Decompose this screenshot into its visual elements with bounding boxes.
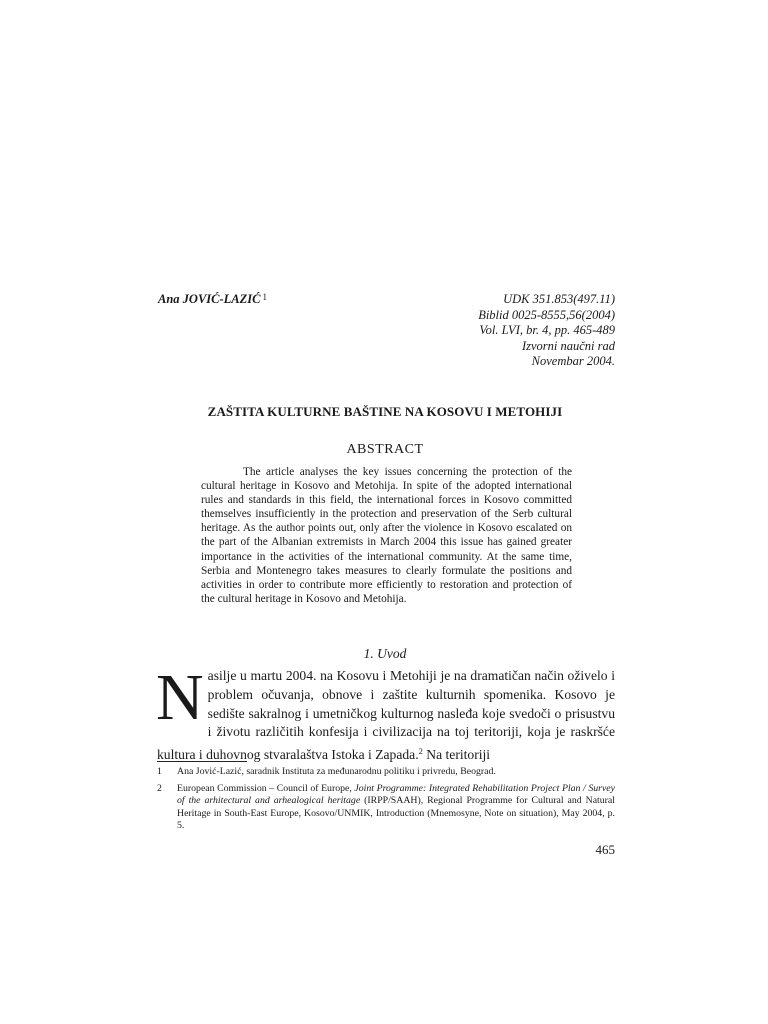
section-heading: 1. Uvod	[363, 646, 407, 661]
footnote-text	[177, 783, 615, 832]
article-type: Izvorni naučni rad	[521, 338, 615, 353]
author-name	[158, 292, 267, 307]
footnote-text-part: European Commission – Council of Europe,	[177, 783, 355, 795]
footnote-number: 2	[157, 783, 162, 795]
paragraph-text: asilje u martu 2004. na Kosovu i Metohiji je na dramatičan način oživelo i problem očuvanja, obnove i zaštite kulturnih spomenika. Kosovo je sedište sakralnog i umetničkog kulturnog nasleđa koje svedoči o prisustvu i životu različitih konfesija i civilizacija na toj teritoriji, koja je raskršće kultura i duhovnog stvaralaštva Istoka i Zapada.	[157, 668, 615, 763]
footnote-text: Ana Jović-Lazić, saradnik Instituta za međunarodnu politiku i privredu, Beograd.	[177, 766, 496, 777]
footnote-divider	[157, 761, 247, 762]
volume-info: Vol. LVI, br. 4, pp. 465-489	[479, 323, 615, 337]
footnote-2	[157, 783, 615, 832]
drop-cap: N	[156, 661, 204, 734]
footnote-text-part: (IRPP/SAAH), Regional Programme for Cultural and Natural Heritage in South-East Europe, Kosovo/UNMIK, Introduction (Mnemosyne, Note on situation), May 2004, p. 5.	[177, 795, 615, 831]
page-number: 465	[595, 842, 615, 857]
udk-code: UDK 351.853(497.11)	[503, 292, 615, 306]
abstract-text	[201, 465, 572, 606]
footnote-number: 1	[157, 766, 162, 777]
publication-date: Novembar 2004.	[531, 354, 615, 368]
footnote-ref-2[interactable]: 2	[418, 746, 423, 757]
biblid-code: Biblid 0025-8555,56(2004)	[478, 307, 615, 322]
abstract-heading: ABSTRACT	[346, 442, 424, 457]
footnote-1	[157, 766, 615, 778]
footnotes	[157, 766, 615, 837]
publication-metadata	[355, 292, 615, 370]
abstract-text-content: The article analyses the key issues concerning the protection of the cultural heritage in Kosovo and Metohija. In spite of the adopted international rules and standards in this field, the international forces in Kosovo committed themselves insufficiently in the protection and preservation of the Serb cultural heritage. As the author points out, only after the violence in Kosovo escalated on the part of the Albanian extremists in March 2004 this issue has gained greater importance in the activities of the international community. At the same time, Serbia and Montenegro takes measures to clearly formulate the positions and activities in order to contribute more efficiently to restoration and protection of the cultural heritage in Kosovo and Metohija.	[201, 466, 572, 605]
footnote-italic-title: Joint Programme: Integrated Rehabilitation Project Plan / Survey of the arhitectural and arhealogical heritage	[177, 783, 615, 807]
article-title: ZAŠTITA KULTURNE BAŠTINE NA KOSOVU I METOHIJI	[207, 404, 563, 419]
author-footnote-ref[interactable]: 1	[262, 292, 267, 302]
author-name-text: Ana JOVIĆ-LAZIĆ	[158, 292, 261, 306]
paragraph-text-continued: Na teritoriji	[422, 747, 491, 763]
intro-paragraph	[156, 661, 615, 765]
